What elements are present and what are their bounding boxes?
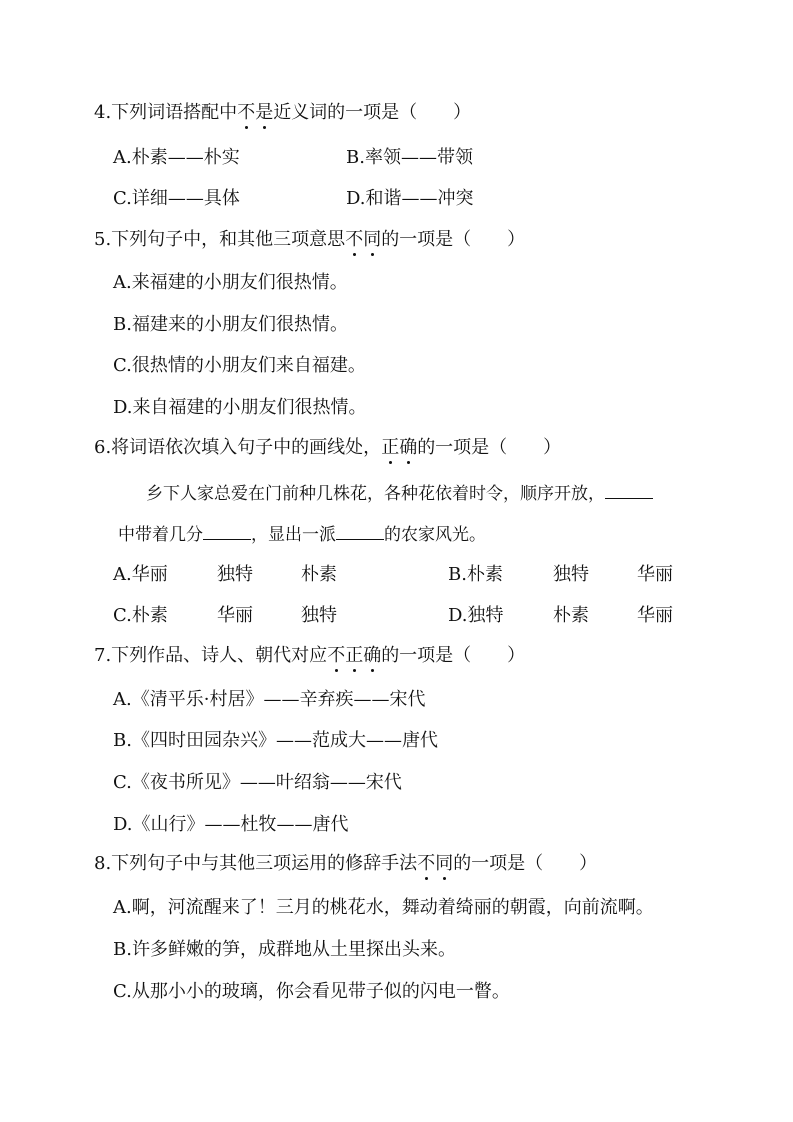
emphasis-mark: 正 xyxy=(345,645,364,666)
question-5-option-b: B.福建来的小朋友们很热情。 xyxy=(113,314,348,335)
question-6-option-a-label: A.华丽 xyxy=(113,564,168,585)
question-5-option-d: D.来自福建的小朋友们很热情。 xyxy=(113,397,367,418)
question-4-option-c: C.详细——具体 xyxy=(113,188,240,209)
question-7-option-b: B.《四时田园杂兴》——范成大——唐代 xyxy=(113,730,438,751)
question-4-option-d: D.和谐——冲突 xyxy=(346,188,474,209)
question-5-stem: 5.下列句子中，和其他三项意思不同的一项是（ ） xyxy=(94,229,526,250)
question-7-option-a: A.《清平乐·村居》——辛弃疾——宋代 xyxy=(113,689,426,710)
emphasis-mark: 确 xyxy=(399,437,418,458)
emphasis-mark: 同 xyxy=(363,229,382,250)
question-6-option-c-label: C.朴素 xyxy=(113,605,168,626)
question-4-option-b: B.率领——带领 xyxy=(346,147,473,168)
emphasis-mark: 不 xyxy=(417,853,436,874)
question-6-option-d-word-3: 华丽 xyxy=(637,605,673,626)
question-8-option-b: B.许多鲜嫩的笋，成群地从土里探出头来。 xyxy=(113,939,456,960)
emphasis-mark: 是 xyxy=(255,102,274,123)
question-6-option-c-word-2: 华丽 xyxy=(217,605,253,626)
question-6-option-b-label: B.朴素 xyxy=(448,564,503,585)
question-8-stem: 8.下列句子中与其他三项运用的修辞手法不同的一项是（ ） xyxy=(94,853,598,874)
emphasis-mark: 不 xyxy=(327,645,346,666)
question-6-option-b-word-3: 华丽 xyxy=(637,564,673,585)
question-8-option-a: A.啊，河流醒来了！三月的桃花水，舞动着绮丽的朝霞，向前流啊。 xyxy=(113,897,654,918)
emphasis-mark: 不 xyxy=(345,229,364,250)
emphasis-mark: 确 xyxy=(363,645,382,666)
question-5-option-c: C.很热情的小朋友们来自福建。 xyxy=(113,355,366,376)
question-6-passage-line-2: 中带着几分 ，显出一派 的农家风光。 xyxy=(118,525,486,545)
question-6-stem: 6.将词语依次填入句子中的画线处，正确的一项是（ ） xyxy=(94,437,562,458)
question-7-option-d: D.《山行》——杜牧——唐代 xyxy=(113,814,349,835)
question-6-option-d-word-2: 朴素 xyxy=(553,605,589,626)
question-6-option-b-word-2: 独特 xyxy=(553,564,589,585)
emphasis-mark: 同 xyxy=(435,853,454,874)
fill-blank xyxy=(605,482,653,499)
emphasis-mark: 正 xyxy=(381,437,400,458)
question-4-option-a: A.朴素——朴实 xyxy=(113,147,240,168)
question-4-stem: 4.下列词语搭配中不是近义词的一项是（ ） xyxy=(94,102,472,123)
question-7-option-c: C.《夜书所见》——叶绍翁——宋代 xyxy=(113,772,402,793)
question-7-stem: 7.下列作品、诗人、朝代对应不正确的一项是（ ） xyxy=(94,645,526,666)
question-5-option-a: A.来福建的小朋友们很热情。 xyxy=(113,272,348,293)
question-8-option-c: C.从那小小的玻璃，你会看见带子似的闪电一瞥。 xyxy=(113,981,510,1002)
question-6-option-a-word-3: 朴素 xyxy=(301,564,337,585)
question-6-option-c-word-3: 独特 xyxy=(301,605,337,626)
question-6-passage-line-1: 乡下人家总爱在门前种几株花，各种花依着时令，顺序开放， xyxy=(146,482,653,505)
fill-blank xyxy=(336,523,384,540)
question-6-option-a-word-2: 独特 xyxy=(217,564,253,585)
fill-blank xyxy=(203,523,251,540)
emphasis-mark: 不 xyxy=(237,102,256,123)
question-6-option-d-label: D.独特 xyxy=(448,605,504,626)
